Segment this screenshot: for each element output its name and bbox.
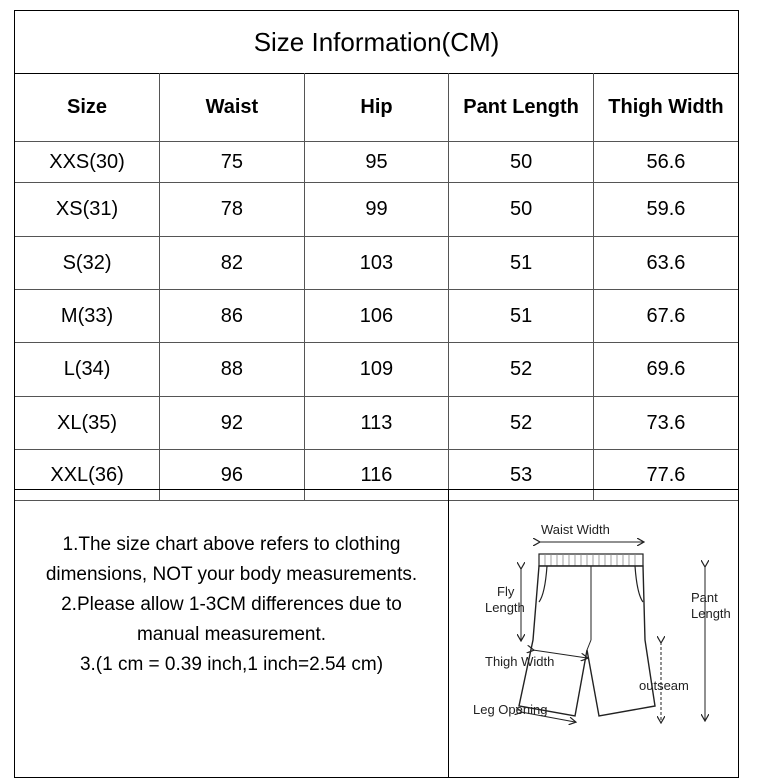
- cell: 63.6: [593, 237, 738, 290]
- cell: 103: [304, 237, 449, 290]
- cell: 109: [304, 343, 449, 397]
- cell: XXL(36): [15, 450, 160, 501]
- col-header-pant-length: Pant Length: [449, 73, 594, 142]
- cell: S(32): [15, 237, 160, 290]
- cell: 99: [304, 183, 449, 237]
- pant-length-label-2: Length: [691, 606, 731, 621]
- fly-length-label-1: Fly: [497, 584, 515, 599]
- cell: XS(31): [15, 183, 160, 237]
- col-header-hip: Hip: [304, 73, 449, 142]
- table-row: [15, 397, 738, 450]
- pants-illustration: [449, 490, 739, 778]
- note-line: 2.Please allow 1-3CM differences due to: [61, 594, 402, 615]
- cell: 77.6: [593, 450, 738, 501]
- size-chart: [14, 10, 739, 778]
- pants-outline-shape: [519, 566, 655, 716]
- size-table: [15, 73, 738, 501]
- waist-width-label: Waist Width: [541, 522, 610, 537]
- info-section: [15, 489, 738, 778]
- cell: 51: [449, 237, 594, 290]
- cell: 95: [304, 142, 449, 183]
- cell: 67.6: [593, 290, 738, 343]
- cell: XL(35): [15, 397, 160, 450]
- cell: 96: [160, 450, 305, 501]
- cell: 82: [160, 237, 305, 290]
- cell: 113: [304, 397, 449, 450]
- cell: 52: [449, 343, 594, 397]
- note-line: dimensions, NOT your body measurements.: [45, 564, 418, 585]
- cell: 51: [449, 290, 594, 343]
- table-row: [15, 290, 738, 343]
- note-line: 3.(1 cm = 0.39 inch,1 inch=2.54 cm): [79, 654, 384, 675]
- chart-title: Size Information(CM): [15, 11, 738, 74]
- cell: 75: [160, 142, 305, 183]
- col-header-thigh-width: Thigh Width: [593, 73, 738, 142]
- table-row: [15, 142, 738, 183]
- cell: 92: [160, 397, 305, 450]
- table-row: [15, 183, 738, 237]
- leg-opening-label: Leg Opening: [473, 702, 548, 717]
- col-header-size: Size: [15, 73, 160, 142]
- cell: 53: [449, 450, 594, 501]
- thigh-width-label: Thigh Width: [485, 654, 555, 669]
- col-header-waist: Waist: [160, 73, 305, 142]
- cell: 73.6: [593, 397, 738, 450]
- cell: M(33): [15, 290, 160, 343]
- pant-length-label-1: Pant: [691, 590, 718, 605]
- pants-diagram: [449, 490, 739, 778]
- cell: 78: [160, 183, 305, 237]
- outseam-label: outseam: [639, 678, 689, 693]
- table-row: [15, 237, 738, 290]
- cell: 106: [304, 290, 449, 343]
- note-line: manual measurement.: [136, 624, 327, 645]
- cell: 59.6: [593, 183, 738, 237]
- header-row: [15, 73, 738, 142]
- cell: 69.6: [593, 343, 738, 397]
- cell: 56.6: [593, 142, 738, 183]
- cell: L(34): [15, 343, 160, 397]
- cell: 50: [449, 142, 594, 183]
- note-line: 1.The size chart above refers to clothing: [62, 534, 401, 555]
- table-row: [15, 343, 738, 397]
- cell: 50: [449, 183, 594, 237]
- notes-panel: [15, 490, 449, 778]
- cell: 52: [449, 397, 594, 450]
- cell: 88: [160, 343, 305, 397]
- cell: 86: [160, 290, 305, 343]
- cell: XXS(30): [15, 142, 160, 183]
- waistband-shape: [539, 554, 643, 566]
- cell: 116: [304, 450, 449, 501]
- fly-length-label-2: Length: [485, 600, 525, 615]
